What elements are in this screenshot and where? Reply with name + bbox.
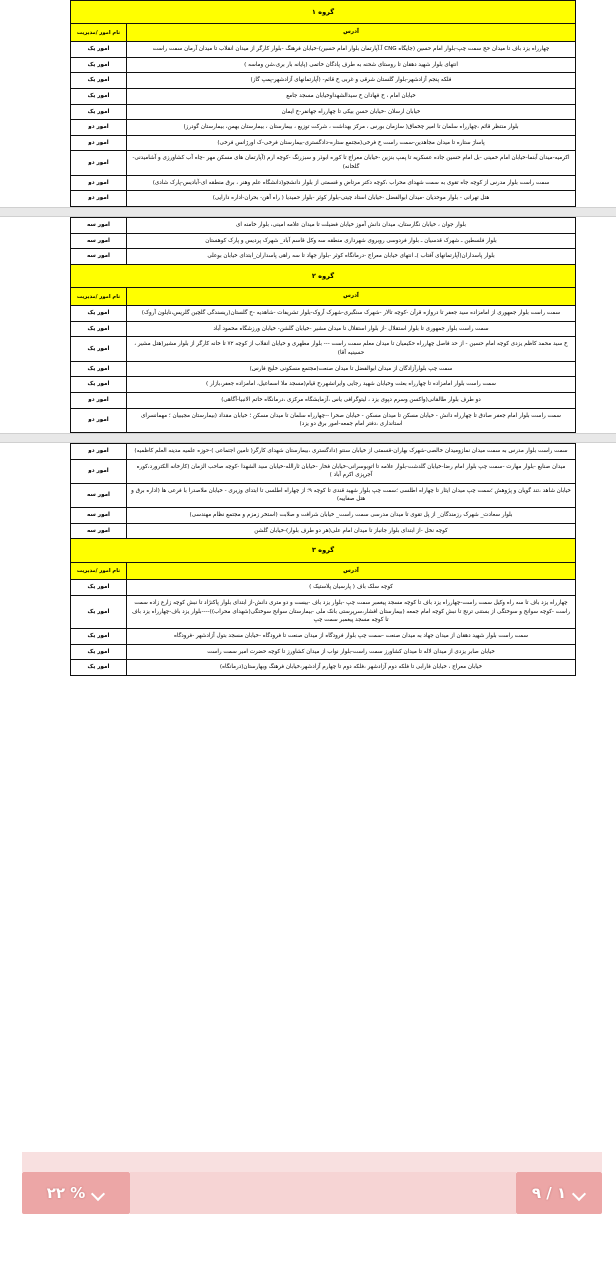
column-header-name: نام امور /مدیریت <box>71 562 127 580</box>
table-row <box>71 218 576 234</box>
cell-address: پاساژ ستاره تا میدان مجاهدین-سمت راست خ فرخی(مجتمع ستاره-دادگستری-بیمارستان فرخی-ک اورژانس فرخی) <box>127 135 576 151</box>
table-row <box>71 57 576 73</box>
column-header-name: نام امور /مدیریت <box>71 288 127 306</box>
cell-address: کوچه سلک باف ( پارسیان پلاستیک ) <box>127 580 576 596</box>
table-row <box>71 321 576 337</box>
cell-management-name: امور یک <box>71 580 127 596</box>
cell-management-name: امور دو <box>71 120 127 136</box>
table-row <box>71 120 576 136</box>
table-row <box>71 249 576 265</box>
cell-address: دو طرف بلوار طالقانی(واکسن وسرم دپوی یزد ، لیتوگرافی یاس ،آزمایشگاه مرکزی ،درمانگاه خاتم الانبیا-آگاهی) <box>127 392 576 408</box>
cell-management-name: امور سه <box>71 249 127 265</box>
table-row <box>71 660 576 676</box>
page-number-label: ١ / ٩ <box>531 1184 567 1202</box>
cell-management-name: امور دو <box>71 191 127 207</box>
column-header-address: آدرس <box>127 562 576 580</box>
cell-address: فلکه پنجم آزادشهر-بلوار گلستان شرقی و غربی خ قائم- (آپارتمانهای آزادشهر-پمپ گاز) <box>127 73 576 89</box>
table-row <box>71 135 576 151</box>
cell-management-name: امور دو <box>71 151 127 175</box>
chevron-down-icon[interactable] <box>573 1187 586 1200</box>
table-row <box>71 523 576 539</box>
table-header-row <box>71 288 576 306</box>
chevron-down-icon[interactable] <box>92 1187 105 1200</box>
cell-management-name: امور سه <box>71 483 127 507</box>
cell-address: انتهای بلوار شهید دهقان تا روستای شحنه به طرف پادگان خاتمی (پایانه بار بری،شن وماسه ) <box>127 57 576 73</box>
table-row <box>71 151 576 175</box>
table-row <box>71 595 576 628</box>
cell-management-name: امور دو <box>71 135 127 151</box>
document-page <box>0 0 616 207</box>
table-row <box>71 73 576 89</box>
table-row <box>71 644 576 660</box>
cell-address: خیابان معراج ، خیابان فارابی تا فلکه دوم آزادشهر ،فلکه دوم تا چهارم آزادشهر،خیابان فرهنگ وبهارستان(درمانگاه) <box>127 660 576 676</box>
cell-management-name: امور دو <box>71 408 127 432</box>
table-row <box>71 104 576 120</box>
table-row <box>71 508 576 524</box>
overlay-highlight-upper <box>22 1152 602 1172</box>
group-title-label: گروه ٢ <box>71 265 576 288</box>
cell-address: چهارراه یزد باف تا سه راه وکیل سمت راست-چهارراه یزد باف تا کوچه مسجد پیغمبر سمت چپ -بلوار یزد باف -بیست و دو متری دانش-از ابتدای بلوار پاکنژاد تا نبش کوچه زارع زاده سمت راست -کوچه سوانح و سوختگی از بستنی ترنج تا نبش کوچه امام جمعه (بیمارستان افشار،سرپرستی بانک ملی -بیمارستان سوانح سوختگی(شهدای محراب))----بلوار یزد باف-چهارراه یزد باف تا کوچه مسجد پیغمبر سمت چپ <box>127 595 576 628</box>
cell-management-name: امور یک <box>71 628 127 644</box>
page-content <box>0 0 616 207</box>
cell-management-name: امور یک <box>71 377 127 393</box>
cell-address: میدان صنایع -بلوار مهارت -سمت چپ بلوار امام رضا-خیابان گلدشت-بلوار علامه تا اتوبوسرانی-خیابان فخار -خیابان ثارالله-خیابان سید الشهدا -کوچه صاحب الزمان (کارخانه الکترورد،کوره آجرپزی اکرم آباد ) <box>127 459 576 483</box>
page-indicator[interactable] <box>516 1172 602 1214</box>
overlay-highlight-strip <box>130 1172 516 1214</box>
cell-address: بلوار جوان ، خیابان نگارستان، میدان دانش آموز خیابان فضیلت تا میدان علامه امینی، بلوار خامنه ای <box>127 218 576 234</box>
cell-management-name: امور دو <box>71 175 127 191</box>
document-page <box>0 443 616 676</box>
table-row <box>71 191 576 207</box>
cell-management-name: امور یک <box>71 321 127 337</box>
cell-address: بلوار منتظر قائم ،چهارراه سلمان تا امیر چخماق( سازمان بورس ، مرکز بهداشت ، شرکت توزیع ، بیمارستان ، بیمارستان بهمن، بیمارستان گودرز) <box>127 120 576 136</box>
table-row <box>71 305 576 321</box>
table-row <box>71 337 576 361</box>
cell-address: خیابان صابر یزدی از میدان لاله تا میدان کشاورز سمت راست-بلوار نواب از میدان کشاورز تا کوچه حضرت امیر سمت راست <box>127 644 576 660</box>
table-header-row <box>71 562 576 580</box>
cell-address: سمت راست بلوار امامزاده تا چهارراه بعثت وخیابان شهید رجایی وایرانشهر،خ قیام(مسجد ملا اسماعیل، امامزاده جعفر،بازار ) <box>127 377 576 393</box>
cell-address: سمت راست بلوار مدرس از کوچه جاه تقوی به سمت شهدای محراب ،کوچه دکتر مرتاض و قسمتی از بلوار دانشجو(دانشگاه علم وهنر ، برق منطقه ای-آبادیس-پارک شادی) <box>127 175 576 191</box>
cell-address: بلوار فلسطین ـ شهرک قدسیان ـ بلوار فردوسی روبروی شهرداری منطقه سه وکل قاسم آباد_ شهرک پردیس و پارک کوهستان <box>127 233 576 249</box>
cell-management-name: امور دو <box>71 459 127 483</box>
cell-address: سمت راست بلوار جمهوری تا بلوار استقلال -از بلوار استقلال تا میدان مشیر -خیابان گلشن- خیابان ورزشگاه محمود آباد <box>127 321 576 337</box>
address-table <box>70 0 576 207</box>
table-row <box>71 361 576 377</box>
cell-address: سمت راست بلوار مدرس به سمت میدان نمازومیدان خالصی-شهرک بهاران-قسمتی از خیابان سنتو (دادگستری ،بیمارستان شهدای کارگر( تامین اجتماعی )-حوزه علمیه مدینه العلم کاظمیه) <box>127 443 576 459</box>
cell-address: خیابان شاهد ،تند گویان و پژوهش ؛سمت چپ میدان ایثار تا چهاراه اطلسی ؛سمت چپ بلوار شهید قندی تا کوچه ٩؛ از چهاراه اطلسی تا ابتدای وزیری - خیابان ملاصدرا با فرعی ها (اداره برق و هتل صفاییه) <box>127 483 576 507</box>
table-row <box>71 628 576 644</box>
group-title-row <box>71 1 576 24</box>
cell-management-name: امور سه <box>71 523 127 539</box>
cell-management-name: امور سه <box>71 218 127 234</box>
column-header-address: آدرس <box>127 288 576 306</box>
cell-management-name: امور یک <box>71 660 127 676</box>
page-separator <box>0 207 616 217</box>
page-content <box>0 443 616 676</box>
cell-management-name: امور سه <box>71 508 127 524</box>
table-row <box>71 88 576 104</box>
cell-management-name: امور یک <box>71 73 127 89</box>
table-row <box>71 41 576 57</box>
page-separator <box>0 433 616 443</box>
cell-management-name: امور یک <box>71 337 127 361</box>
cell-address: خیابان امام ، خ فهادان خ سیدالشهداوخیابان مسجد جامع <box>127 88 576 104</box>
table-row <box>71 175 576 191</box>
cell-management-name: امور یک <box>71 644 127 660</box>
group-title-label: گروه ١ <box>71 1 576 24</box>
cell-management-name: امور یک <box>71 361 127 377</box>
cell-management-name: امور یک <box>71 595 127 628</box>
cell-address: هتل تهرانی - بلوار موحدیان -میدان ابوالفضل -خیابان استاد چیتی-بلوار کوثر -بلوار حمیدیا ( راه آهن- بحران-اداره دارایی) <box>127 191 576 207</box>
column-header-address: آدرس <box>127 24 576 42</box>
cell-address: خ سید محمد کاظم یزدی کوچه امام حسین - از حد فاصل چهارراه حکیمیان تا میدان معلم سمت راست --- بلوار مطهری و خیابان انقلاب از کوچه ٧٢ تا خانه کارگر از بلوار مشیر(هتل مشیر ، حسینیه آقا) <box>127 337 576 361</box>
table-row <box>71 483 576 507</box>
cell-address: خیابان ارسلان -خیابان حسن بیکی تا چهارراه جهانفر-خ ایمان <box>127 104 576 120</box>
table-row <box>71 377 576 393</box>
table-row <box>71 408 576 432</box>
table-row <box>71 459 576 483</box>
cell-address: سمت راست بلوار شهید دهقان از میدان جهاد به میدان صنعت -سمت چپ بلوار فرودگاه از میدان صنعت تا فرودگاه -خیابان مسجد بتول آزادشهر -فرودگاه <box>127 628 576 644</box>
table-row <box>71 580 576 596</box>
group-title-label: گروه ٣ <box>71 539 576 562</box>
table-row <box>71 392 576 408</box>
cell-management-name: امور یک <box>71 305 127 321</box>
cell-address: بلوار پاسداران(آپارتمانهای آفتاب )ـ انتهای خیابان معراج -درمانگاه کوثر -بلوار جهاد تا سه راهی پاسداران_ابتدای خیابان بوعلی <box>127 249 576 265</box>
cell-address: بلوار سعادت_ شهرک رزمندگان_ از پل تقوی تا میدان مدرسی سمت راست_ خیابان شرافت و صلابت (استخر زمزم و مجتمع نظام مهندسی) <box>127 508 576 524</box>
address-table <box>70 217 576 433</box>
cell-address: کوچه نخل -از ابتدای بلوار جانباز تا میدان امام علی(هر دو طرف بلوار)-خیابان گلشن <box>127 523 576 539</box>
cell-address: سمت راست بلوار امام جعفر صادق تا چهارراه دانش - خیابان مسکن تا میدان مسکن - خیابان صحرا --چهارراه سلمان تا میدان مسکن ؛ خیابان مقداد (بیمارستان مجیبیان ؛ مهمانسرای استانداری ،دفتر امام جمعه-امور برق دو یزد) <box>127 408 576 432</box>
address-table <box>70 443 576 676</box>
cell-management-name: امور دو <box>71 443 127 459</box>
group-title-row <box>71 265 576 288</box>
zoom-level-label: ٢٢ % <box>46 1184 86 1202</box>
cell-address: چهارراه یزد باف تا میدان حج سمت چپ-بلوار امام حسین (جایگاه CNG آ.آپارتمان بلوار امام حسین)-خیابان فرهنگ -بلوار کارگر از میدان انقلاب تا میدان آرمان سمت راست <box>127 41 576 57</box>
document-page <box>0 217 616 433</box>
cell-management-name: امور یک <box>71 57 127 73</box>
cell-address: اکرمیه-میدان آبنما-خیابان امام خمینی -بل امام حسین جاده عسکریه تا پمپ بنزین -خیابان معراج تا کوره ابوذر و سبزرنگ -کوچه ارم (آپارتمان های مسکن مهر -چاه آب کشاورزی و آشامیدنی-گلخانه) <box>127 151 576 175</box>
cell-address: سمت راست بلوار جمهوری از امامزاده سید جعفر تا دروازه قرآن -کوچه تالار -شهرک سنگبری-شهرک آروک-بلوار تشریفات -شاهدیه -خ گلستان(ریسندگی گلچین گلریس،نایلون آروک) <box>127 305 576 321</box>
table-row <box>71 443 576 459</box>
cell-address: سمت چپ بلوارآزادگان از میدان ابوالفضل تا میدان صنعت(مجتمع مسکونی خلیج فارس) <box>127 361 576 377</box>
table-header-row <box>71 24 576 42</box>
cell-management-name: امور سه <box>71 233 127 249</box>
zoom-control[interactable] <box>22 1172 130 1214</box>
cell-management-name: امور یک <box>71 104 127 120</box>
cell-management-name: امور دو <box>71 392 127 408</box>
cell-management-name: امور یک <box>71 88 127 104</box>
page-content <box>0 217 616 433</box>
group-title-row <box>71 539 576 562</box>
cell-management-name: امور یک <box>71 41 127 57</box>
column-header-name: نام امور /مدیریت <box>71 24 127 42</box>
table-row <box>71 233 576 249</box>
